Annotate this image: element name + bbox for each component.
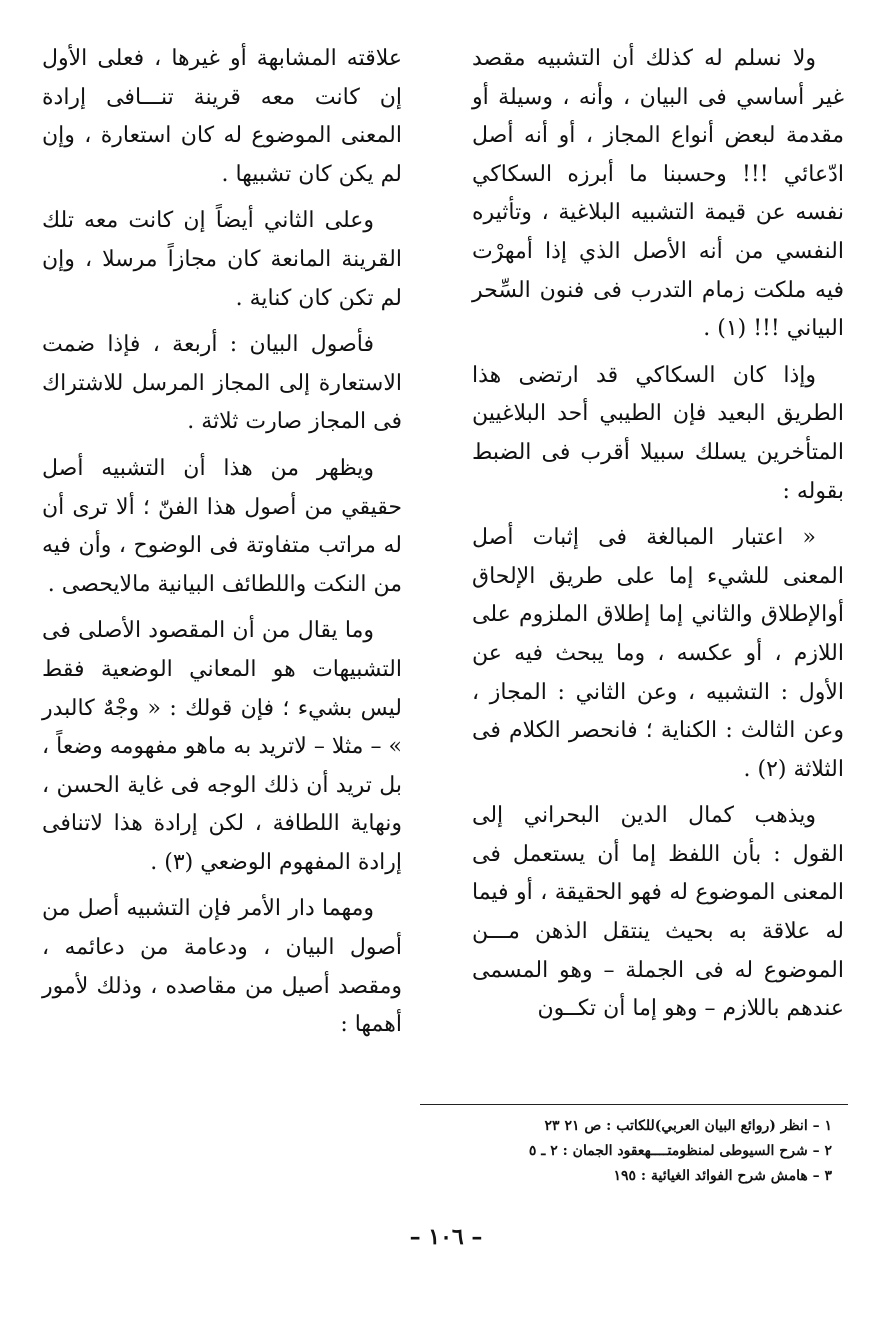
paragraph: ومهما دار الأمر فإن التشبيه أصل من أصول البيان ، ودعامة من دعائمه ، ومقصد أصيل من مقاصده ، وذلك لأمور أهمها :: [42, 896, 402, 1038]
footnote: ٢ – شرح السيوطى لمنظومتــــهعقود الجمان : ٢ ـ ٥: [528, 1143, 832, 1159]
footnote-divider: [420, 1104, 848, 1105]
quoted-paragraph: « اعتبار المبالغة فى إثبات أصل المعنى للشيء إما على طريق الإلحاق أوالإطلاق والثاني إما إطلاق الملزوم على اللازم ، أو عكسه ، وما يبحث فيه عن الأول : التشبيه ، وعن الثاني : المجاز ، وعن الثالث : الكناية ؛ فانحصر الكلام فى الثلاثة (٢) .: [472, 525, 844, 782]
footnotes: [360, 1114, 832, 1189]
paragraph: علاقته المشابهة أو غيرها ، فعلى الأول إن كانت معه قرينة تنـــافى إرادة المعنى الموضوع له كان استعارة ، وإن لم يكن كان تشبيها .: [42, 46, 402, 187]
left-text-column: [42, 40, 402, 1045]
footnote: ١ – انظر (روائع البيان العربي)للكاتب : ص ٢١ ٢٣: [544, 1118, 832, 1134]
paragraph: وعلى الثاني أيضاً إن كانت معه تلك القرينة المانعة كان مجازاً مرسلا ، وإن لم تكن كان كناية .: [42, 208, 402, 311]
paragraph: وما يقال من أن المقصود الأصلى فى التشبيهات هو المعاني الوضعية فقط ليس بشيء ؛ فإن قولك : « وجْهٌ كالبدر » – مثلا – لاتريد به ماهو مفهومه وضعاً ، بل تريد أن ذلك الوجه فى غاية الحسن ، ونهاية اللطافة ، لكن إرادة هذا لاتنافى إرادة المفهوم الوضعي (٣) .: [42, 618, 402, 875]
paragraph: ويظهر من هذا أن التشبيه أصل حقيقي من أصول هذا الفنّ ؛ ألا ترى أن له مراتب متفاوتة فى الوضوح ، وأن فيه من النكت واللطائف البيانية مالايحصى .: [42, 455, 402, 597]
right-text-column: [472, 40, 844, 1029]
paragraph: ويذهب كمال الدين البحراني إلى القول : بأن اللفظ إما أن يستعمل فى المعنى الموضوع له فهو الحقيقة ، أو فيما له علاقة به بحيث ينتقل الذهن مـــن الموضوع له فى الجملة – وهو المسمى عندهم باللازم – وهو إما أن تكــون: [472, 803, 844, 1022]
page-number: – ١٠٦ –: [409, 1224, 483, 1250]
paragraph: فأصول البيان : أربعة ، فإذا ضمت الاستعارة إلى المجاز المرسل للاشتراك فى المجاز صارت ثلاثة .: [42, 332, 402, 435]
paragraph: وإذا كان السكاكي قد ارتضى هذا الطريق البعيد فإن الطيبي أحد البلاغيين المتأخرين يسلك سبيلا أقرب فى الضبط بقوله :: [472, 362, 844, 504]
footnote: ٣ – هامش شرح الفوائد الغيائية : ١٩٥: [613, 1168, 832, 1184]
paragraph: ولا نسلم له كذلك أن التشبيه مقصد غير أساسي فى البيان ، وأنه ، وسيلة أو مقدمة لبعض أنواع المجاز ، أو أنه أصل ادّعائي !!! وحسبنا ما أبرزه السكاكي نفسه عن قيمة التشبيه البلاغية ، وتأثيره النفسي من أنه الأصل الذي إذا أمهرْت فيه ملكت زمام التدرب فى فنون السِّحر البياني !!! (١) .: [472, 46, 844, 342]
